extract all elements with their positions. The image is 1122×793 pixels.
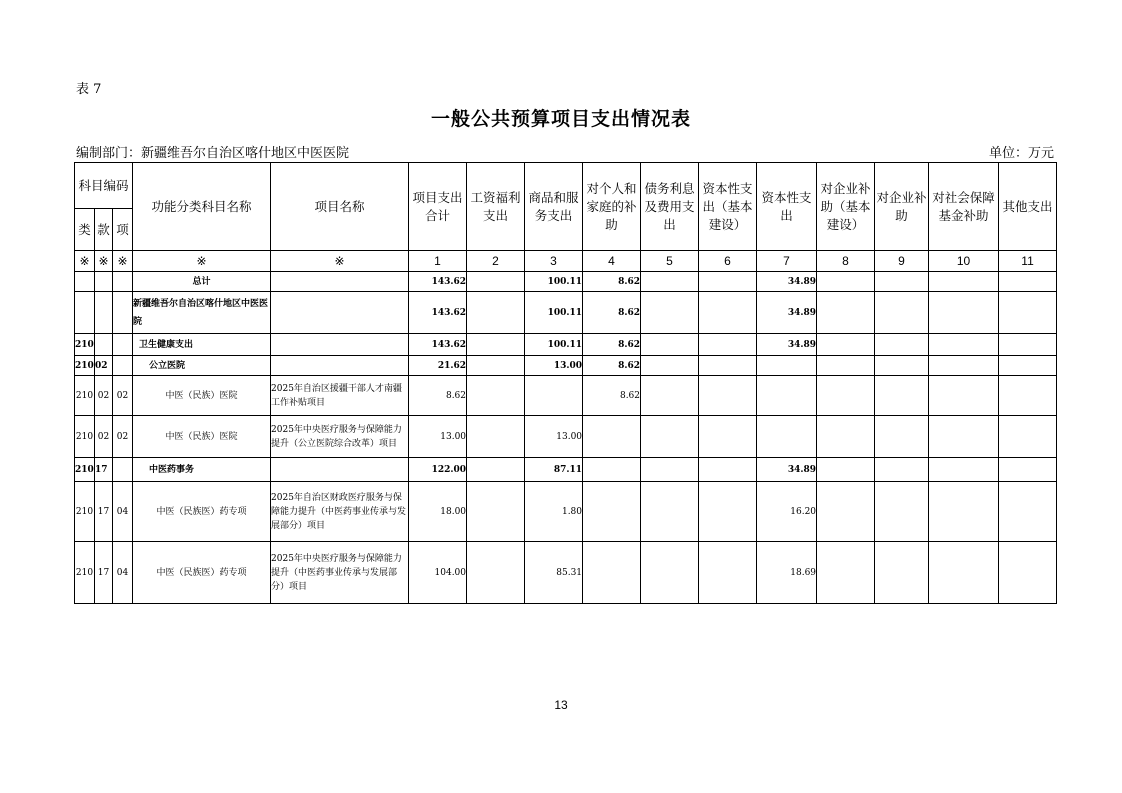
value-cell bbox=[875, 376, 929, 416]
index-cell: 6 bbox=[699, 251, 757, 272]
value-cell bbox=[875, 334, 929, 356]
func-name-cell: 中医药事务 bbox=[133, 458, 271, 482]
value-cell bbox=[641, 292, 699, 334]
index-cell: ※ bbox=[113, 251, 133, 272]
index-cell: 11 bbox=[999, 251, 1057, 272]
value-cell: 1.80 bbox=[525, 482, 583, 542]
value-cell: 8.62 bbox=[409, 376, 467, 416]
value-cell bbox=[641, 334, 699, 356]
table-row bbox=[75, 376, 1057, 416]
value-cell bbox=[641, 356, 699, 376]
project-name-cell: 2025年中央医疗服务与保障能力提升（中医药事业传承与发展部分）项目 bbox=[271, 542, 409, 604]
value-cell bbox=[999, 458, 1057, 482]
table-row bbox=[75, 458, 1057, 482]
xiang-cell bbox=[113, 292, 133, 334]
value-cell bbox=[641, 376, 699, 416]
value-cell: 143.62 bbox=[409, 272, 467, 292]
value-cell: 8.62 bbox=[583, 272, 641, 292]
value-cell: 16.20 bbox=[757, 482, 817, 542]
value-cell bbox=[929, 376, 999, 416]
value-cell bbox=[699, 542, 757, 604]
kuan-cell: 17 bbox=[95, 542, 113, 604]
header-col-9: 对企业补助 bbox=[875, 163, 929, 251]
value-cell: 34.89 bbox=[757, 272, 817, 292]
value-cell bbox=[641, 416, 699, 458]
value-cell: 100.11 bbox=[525, 292, 583, 334]
value-cell bbox=[817, 482, 875, 542]
header-col-10: 对社会保障基金补助 bbox=[929, 163, 999, 251]
value-cell bbox=[817, 416, 875, 458]
value-cell bbox=[467, 542, 525, 604]
project-name-cell bbox=[271, 356, 409, 376]
value-cell: 104.00 bbox=[409, 542, 467, 604]
value-cell bbox=[525, 376, 583, 416]
value-cell bbox=[467, 334, 525, 356]
value-cell bbox=[999, 334, 1057, 356]
value-cell: 143.62 bbox=[409, 334, 467, 356]
value-cell bbox=[699, 416, 757, 458]
func-name-cell: 中医（民族）医院 bbox=[133, 416, 271, 458]
value-cell: 34.89 bbox=[757, 334, 817, 356]
index-cell: 8 bbox=[817, 251, 875, 272]
value-cell: 18.69 bbox=[757, 542, 817, 604]
value-cell bbox=[999, 482, 1057, 542]
table-row bbox=[75, 334, 1057, 356]
value-cell: 100.11 bbox=[525, 272, 583, 292]
lei-cell: 210 bbox=[75, 482, 95, 542]
value-cell bbox=[467, 416, 525, 458]
value-cell bbox=[757, 356, 817, 376]
column-index-row bbox=[75, 251, 1057, 272]
kuan-cell bbox=[95, 334, 113, 356]
page-title: 一般公共预算项目支出情况表 bbox=[430, 108, 691, 130]
header-col-5: 债务利息及费用支出 bbox=[641, 163, 699, 251]
value-cell bbox=[929, 458, 999, 482]
lei-cell: 210 bbox=[75, 376, 95, 416]
value-cell bbox=[999, 542, 1057, 604]
header-col-3: 商品和服务支出 bbox=[525, 163, 583, 251]
value-cell bbox=[875, 292, 929, 334]
value-cell bbox=[583, 416, 641, 458]
project-name-cell: 2025年自治区援疆干部人才南疆工作补贴项目 bbox=[271, 376, 409, 416]
header-kuan: 款 bbox=[95, 209, 113, 251]
lei-cell: 210 bbox=[75, 416, 95, 458]
value-cell: 13.00 bbox=[525, 416, 583, 458]
table-row bbox=[75, 356, 1057, 376]
header-col-1: 项目支出合计 bbox=[409, 163, 467, 251]
value-cell bbox=[641, 482, 699, 542]
xiang-cell bbox=[113, 458, 133, 482]
value-cell bbox=[875, 458, 929, 482]
func-name-cell: 总计 bbox=[133, 272, 271, 292]
value-cell bbox=[999, 356, 1057, 376]
value-cell: 100.11 bbox=[525, 334, 583, 356]
value-cell: 143.62 bbox=[409, 292, 467, 334]
value-cell: 87.11 bbox=[525, 458, 583, 482]
value-cell bbox=[929, 272, 999, 292]
value-cell bbox=[583, 458, 641, 482]
value-cell: 13.00 bbox=[525, 356, 583, 376]
lei-cell bbox=[75, 272, 95, 292]
header-col-4: 对个人和家庭的补助 bbox=[583, 163, 641, 251]
header-lei: 类 bbox=[75, 209, 95, 251]
index-cell: 4 bbox=[583, 251, 641, 272]
index-cell: 2 bbox=[467, 251, 525, 272]
kuan-cell: 02 bbox=[95, 356, 113, 376]
value-cell bbox=[817, 458, 875, 482]
value-cell bbox=[875, 272, 929, 292]
value-cell bbox=[467, 272, 525, 292]
kuan-cell: 17 bbox=[95, 458, 113, 482]
budget-table bbox=[74, 162, 1057, 604]
index-cell: ※ bbox=[271, 251, 409, 272]
value-cell bbox=[699, 482, 757, 542]
value-cell bbox=[641, 542, 699, 604]
value-cell bbox=[929, 482, 999, 542]
header-col-11: 其他支出 bbox=[999, 163, 1057, 251]
value-cell: 18.00 bbox=[409, 482, 467, 542]
value-cell bbox=[999, 292, 1057, 334]
func-name-cell: 新疆维吾尔自治区喀什地区中医医院 bbox=[133, 292, 271, 334]
project-name-cell bbox=[271, 272, 409, 292]
index-cell: ※ bbox=[75, 251, 95, 272]
header-col-8: 对企业补助（基本建设） bbox=[817, 163, 875, 251]
project-name-cell bbox=[271, 334, 409, 356]
value-cell: 8.62 bbox=[583, 334, 641, 356]
index-cell: 3 bbox=[525, 251, 583, 272]
header-col-7: 资本性支出 bbox=[757, 163, 817, 251]
value-cell bbox=[467, 482, 525, 542]
value-cell bbox=[467, 356, 525, 376]
value-cell bbox=[467, 292, 525, 334]
project-name-cell: 2025年自治区财政医疗服务与保障能力提升（中医药事业传承与发展部分）项目 bbox=[271, 482, 409, 542]
value-cell bbox=[817, 356, 875, 376]
value-cell bbox=[467, 376, 525, 416]
func-name-cell: 中医（民族）医院 bbox=[133, 376, 271, 416]
value-cell: 34.89 bbox=[757, 458, 817, 482]
header-func-name: 功能分类科目名称 bbox=[133, 163, 271, 251]
unit-label: 单位：万元 bbox=[988, 146, 1054, 161]
value-cell bbox=[583, 482, 641, 542]
value-cell bbox=[817, 542, 875, 604]
value-cell bbox=[699, 334, 757, 356]
func-name-cell: 公立医院 bbox=[133, 356, 271, 376]
value-cell: 13.00 bbox=[409, 416, 467, 458]
xiang-cell bbox=[113, 356, 133, 376]
value-cell bbox=[875, 482, 929, 542]
value-cell bbox=[875, 356, 929, 376]
project-name-cell: 2025年中央医疗服务与保障能力提升（公立医院综合改革）项目 bbox=[271, 416, 409, 458]
value-cell bbox=[875, 416, 929, 458]
xiang-cell: 04 bbox=[113, 542, 133, 604]
index-cell: ※ bbox=[95, 251, 113, 272]
page-number: 13 bbox=[554, 698, 568, 712]
xiang-cell: 04 bbox=[113, 482, 133, 542]
lei-cell: 210 bbox=[75, 356, 95, 376]
value-cell bbox=[929, 542, 999, 604]
value-cell bbox=[699, 272, 757, 292]
index-cell: 7 bbox=[757, 251, 817, 272]
compiling-department: 编制部门：新疆维吾尔自治区喀什地区中医医院 bbox=[76, 146, 350, 161]
index-cell: 9 bbox=[875, 251, 929, 272]
project-name-cell bbox=[271, 458, 409, 482]
value-cell bbox=[757, 416, 817, 458]
value-cell bbox=[699, 292, 757, 334]
table-number: 表 7 bbox=[76, 82, 102, 97]
value-cell bbox=[999, 416, 1057, 458]
func-name-cell: 中医（民族医）药专项 bbox=[133, 542, 271, 604]
value-cell bbox=[817, 272, 875, 292]
func-name-cell: 中医（民族医）药专项 bbox=[133, 482, 271, 542]
value-cell bbox=[583, 542, 641, 604]
value-cell: 8.62 bbox=[583, 292, 641, 334]
table-row bbox=[75, 542, 1057, 604]
xiang-cell bbox=[113, 272, 133, 292]
lei-cell: 210 bbox=[75, 542, 95, 604]
value-cell bbox=[699, 458, 757, 482]
project-name-cell bbox=[271, 292, 409, 334]
xiang-cell: 02 bbox=[113, 376, 133, 416]
header-col-6: 资本性支出（基本建设） bbox=[699, 163, 757, 251]
value-cell: 21.62 bbox=[409, 356, 467, 376]
lei-cell: 210 bbox=[75, 458, 95, 482]
value-cell bbox=[467, 458, 525, 482]
header-col-2: 工资福利支出 bbox=[467, 163, 525, 251]
value-cell bbox=[817, 292, 875, 334]
value-cell bbox=[929, 356, 999, 376]
value-cell bbox=[817, 376, 875, 416]
value-cell bbox=[757, 376, 817, 416]
table-row bbox=[75, 416, 1057, 458]
xiang-cell: 02 bbox=[113, 416, 133, 458]
value-cell bbox=[999, 272, 1057, 292]
value-cell: 34.89 bbox=[757, 292, 817, 334]
index-cell: 5 bbox=[641, 251, 699, 272]
value-cell bbox=[641, 272, 699, 292]
header-project-name: 项目名称 bbox=[271, 163, 409, 251]
xiang-cell bbox=[113, 334, 133, 356]
kuan-cell bbox=[95, 272, 113, 292]
index-cell: ※ bbox=[133, 251, 271, 272]
kuan-cell: 02 bbox=[95, 376, 113, 416]
value-cell bbox=[875, 542, 929, 604]
value-cell bbox=[999, 376, 1057, 416]
header-subject-code: 科目编码 bbox=[75, 163, 133, 209]
kuan-cell: 17 bbox=[95, 482, 113, 542]
lei-cell: 210 bbox=[75, 334, 95, 356]
value-cell: 122.00 bbox=[409, 458, 467, 482]
lei-cell bbox=[75, 292, 95, 334]
value-cell bbox=[929, 416, 999, 458]
value-cell bbox=[699, 376, 757, 416]
value-cell bbox=[641, 458, 699, 482]
func-name-cell: 卫生健康支出 bbox=[133, 334, 271, 356]
table-row-total bbox=[75, 272, 1057, 292]
value-cell bbox=[929, 292, 999, 334]
kuan-cell bbox=[95, 292, 113, 334]
header-xiang: 项 bbox=[113, 209, 133, 251]
value-cell bbox=[817, 334, 875, 356]
kuan-cell: 02 bbox=[95, 416, 113, 458]
table-row bbox=[75, 482, 1057, 542]
index-cell: 1 bbox=[409, 251, 467, 272]
index-cell: 10 bbox=[929, 251, 999, 272]
value-cell: 85.31 bbox=[525, 542, 583, 604]
table-row-department bbox=[75, 292, 1057, 334]
value-cell: 8.62 bbox=[583, 356, 641, 376]
value-cell: 8.62 bbox=[583, 376, 641, 416]
value-cell bbox=[699, 356, 757, 376]
value-cell bbox=[929, 334, 999, 356]
